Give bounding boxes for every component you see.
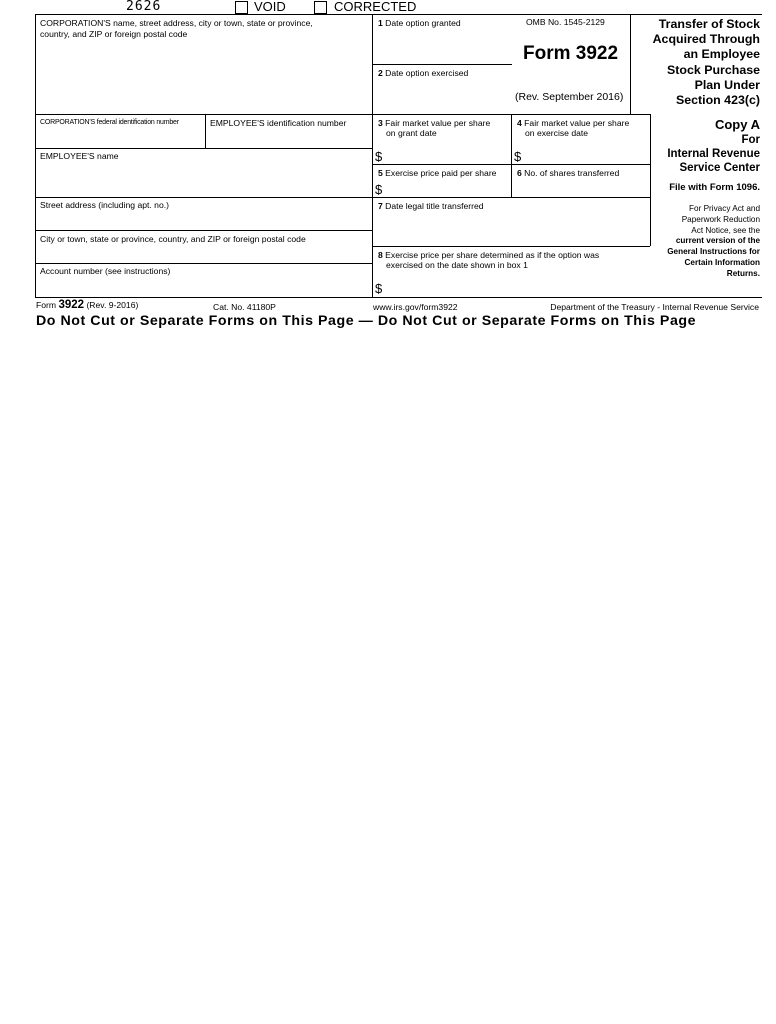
box1-text: Date option granted (385, 18, 461, 28)
box3-text-2: on grant date (386, 128, 437, 138)
box2-text: Date option exercised (385, 68, 469, 78)
divider-v5 (205, 114, 206, 148)
form-bottom-border (35, 297, 762, 298)
street-label: Street address (including apt. no.) (40, 200, 169, 210)
box8-number: 8 (378, 250, 383, 260)
box5-dollar: $ (375, 182, 383, 197)
line-l1 (35, 114, 650, 115)
box6-label (517, 168, 619, 178)
box3-dollar: $ (375, 149, 383, 164)
line-l2 (35, 148, 372, 149)
line-l5 (35, 263, 372, 264)
copy-a-block (667, 117, 760, 280)
privacy-line-2: Paperwork Reduction (681, 214, 760, 224)
footer-rev: (Rev. 9-2016) (86, 300, 139, 310)
box5-text: Exercise price paid per share (385, 168, 497, 178)
footer-dept: Department of the Treasury - Internal Revenue Service (550, 302, 759, 312)
copy-center-2: Service Center (679, 162, 760, 174)
side-title-line-2: Acquired Through (652, 32, 760, 47)
divider-v1 (372, 14, 373, 298)
box2-label (378, 68, 468, 78)
emp-id-label: EMPLOYEE'S identification number (210, 118, 347, 128)
copy-title: Copy A (714, 117, 760, 132)
box1-number: 1 (378, 18, 383, 28)
footer-form-word: Form (36, 300, 57, 310)
privacy-bold-4: Returns. (726, 268, 760, 278)
line-r3 (372, 197, 650, 198)
corp-name-label-1: CORPORATION'S name, street address, city or town, state or province, (40, 18, 313, 28)
box4-dollar: $ (514, 149, 522, 164)
line-l3 (35, 197, 372, 198)
box5-label (378, 168, 496, 178)
side-title-line-4: Stock Purchase (667, 62, 760, 77)
divider-v3 (630, 14, 631, 114)
do-not-cut-warning: Do Not Cut or Separate Forms on This Page — Do Not Cut or Separate Forms on This Page (36, 313, 697, 329)
privacy-line-3: Act Notice, see the (691, 225, 760, 235)
box8-text-1: Exercise price per share determined as if the option was (385, 250, 600, 260)
line-r1 (372, 64, 512, 65)
footer-cat: Cat. No. 41180P (213, 302, 276, 312)
box6-text: No. of shares transferred (524, 168, 620, 178)
corp-fid-label: CORPORATION'S federal identification number (40, 119, 179, 126)
box5-number: 5 (378, 168, 383, 178)
privacy-bold-1: current version of the (675, 236, 760, 246)
box7-label (378, 201, 484, 211)
account-label: Account number (see instructions) (40, 266, 171, 276)
divider-v4 (650, 114, 651, 246)
box7-number: 7 (378, 201, 383, 211)
side-title-line-5: Plan Under (694, 77, 760, 92)
box7-text: Date legal title transferred (385, 201, 484, 211)
form-code: 2626 (126, 0, 162, 14)
file-with: File with Form 1096. (669, 182, 760, 193)
form-title: Form 3922 (523, 43, 619, 64)
divider-v6 (511, 164, 512, 197)
box3-label (378, 118, 490, 138)
divider-v2 (511, 114, 512, 164)
line-r4 (372, 246, 650, 247)
omb-number: OMB No. 1545-2129 (526, 17, 605, 27)
box8-text-2: exercised on the date shown in box 1 (386, 260, 528, 270)
side-title (653, 17, 760, 108)
footer-url: www.irs.gov/form3922 (373, 302, 458, 312)
box4-text-1: Fair market value per share (524, 118, 630, 128)
city-label: City or town, state or province, country, and ZIP or foreign postal code (40, 234, 306, 244)
box4-number: 4 (517, 118, 522, 128)
void-checkbox[interactable] (235, 1, 248, 14)
void-label: VOID (254, 0, 286, 14)
privacy-line-1: For Privacy Act and (689, 204, 760, 213)
form-rev: (Rev. September 2016) (515, 91, 624, 103)
box4-label (517, 118, 629, 138)
line-l4 (35, 230, 372, 231)
corrected-checkbox[interactable] (314, 1, 327, 14)
box4-text-2: on exercise date (525, 128, 589, 138)
box1-label (378, 18, 461, 28)
box8-dollar: $ (375, 281, 383, 296)
box2-number: 2 (378, 68, 383, 78)
privacy-bold-2: General Instructions for (667, 247, 760, 257)
side-title-line-3: an Employee (683, 47, 760, 62)
box8-label (378, 250, 599, 270)
box6-number: 6 (517, 168, 522, 178)
emp-name-label: EMPLOYEE'S name (40, 151, 119, 161)
corp-name-label-2: country, and ZIP or foreign postal code (40, 29, 188, 39)
footer-form (36, 299, 138, 311)
footer-form-number: 3922 (58, 299, 85, 311)
side-title-line-6: Section 423(c) (675, 93, 760, 108)
corrected-label: CORRECTED (334, 0, 417, 14)
side-title-line-1: Transfer of Stock (658, 17, 760, 31)
copy-for: For (741, 134, 760, 146)
copy-center-1: Internal Revenue (667, 148, 760, 160)
box3-number: 3 (378, 118, 383, 128)
form-top-border (35, 14, 762, 15)
box3-text-1: Fair market value per share (385, 118, 491, 128)
privacy-bold-3: Certain Information (684, 257, 760, 267)
form-left-border (35, 14, 36, 298)
